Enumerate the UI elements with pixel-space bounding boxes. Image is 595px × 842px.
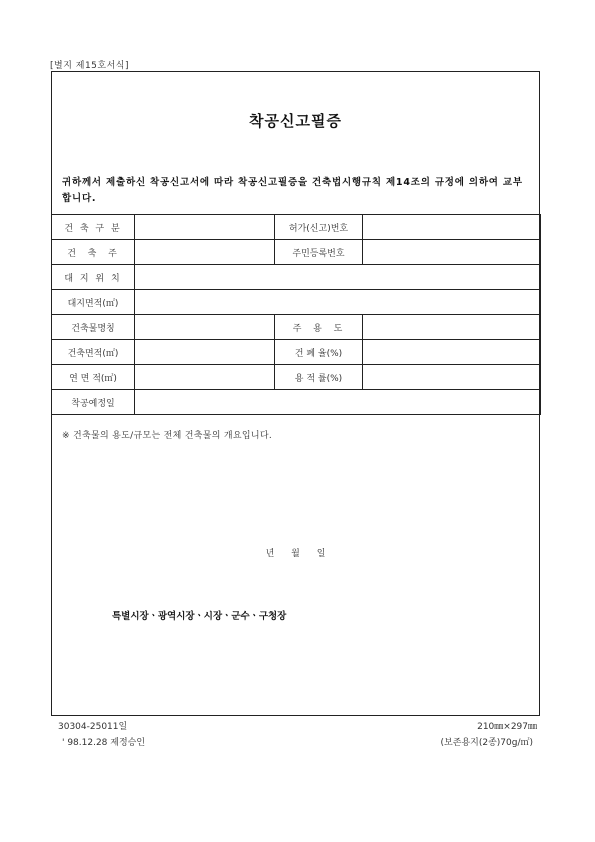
form-code: [별지 제15호서식] xyxy=(50,61,129,71)
info-table xyxy=(51,214,541,415)
label-resident-number: 주민등록번호 xyxy=(275,240,363,265)
label-total-floor-area: 연 면 적(㎡) xyxy=(52,365,135,390)
table-row xyxy=(52,340,541,365)
table-row xyxy=(52,290,541,315)
label-building-type: 건 축 구 분 xyxy=(52,215,135,240)
intro-text: 귀하께서 제출하신 착공신고서에 따라 착공신고필증을 건축법시행규칙 제14조의 규정에 의하여 교부합니다. xyxy=(62,177,523,204)
value-owner xyxy=(135,240,275,265)
issuer-text: 특별시장ㆍ광역시장ㆍ시장ㆍ군수ㆍ구청장 xyxy=(112,611,287,622)
value-start-date xyxy=(135,390,541,415)
value-site-location xyxy=(135,265,541,290)
value-building-type xyxy=(135,215,275,240)
footer-form-code: 30304-25011일 xyxy=(58,722,128,732)
value-floor-area-ratio xyxy=(363,365,541,390)
label-permit-number: 허가(신고)번호 xyxy=(275,215,363,240)
value-site-area xyxy=(135,290,541,315)
footer-approval: ' 98.12.28 제정승인 xyxy=(62,738,146,748)
value-total-floor-area xyxy=(135,365,275,390)
label-coverage-ratio: 건 폐 율(%) xyxy=(275,340,363,365)
date-line: 년 월 일 xyxy=(265,549,326,559)
footer-paper-size: 210㎜×297㎜ xyxy=(477,722,537,732)
page-title: 착공신고필증 xyxy=(249,112,342,130)
value-coverage-ratio xyxy=(363,340,541,365)
table-row xyxy=(52,365,541,390)
table-row xyxy=(52,265,541,290)
label-start-date: 착공예정일 xyxy=(52,390,135,415)
table-row xyxy=(52,315,541,340)
table-row xyxy=(52,215,541,240)
label-site-area: 대지면적(㎡) xyxy=(52,290,135,315)
value-main-use xyxy=(363,315,541,340)
label-main-use: 주 용 도 xyxy=(275,315,363,340)
note-text: ※ 건축물의 용도/규모는 전체 건축물의 개요입니다. xyxy=(62,431,273,441)
table-row xyxy=(52,390,541,415)
form-frame xyxy=(51,71,540,716)
table-row xyxy=(52,240,541,265)
value-building-area xyxy=(135,340,275,365)
footer-paper-type: (보존용지(2종)70g/㎡) xyxy=(440,738,533,748)
label-building-area: 건축면적(㎡) xyxy=(52,340,135,365)
value-resident-number xyxy=(363,240,541,265)
label-building-name: 건축물명칭 xyxy=(52,315,135,340)
label-floor-area-ratio: 용 적 률(%) xyxy=(275,365,363,390)
value-building-name xyxy=(135,315,275,340)
label-owner: 건 축 주 xyxy=(52,240,135,265)
label-site-location: 대 지 위 치 xyxy=(52,265,135,290)
value-permit-number xyxy=(363,215,541,240)
